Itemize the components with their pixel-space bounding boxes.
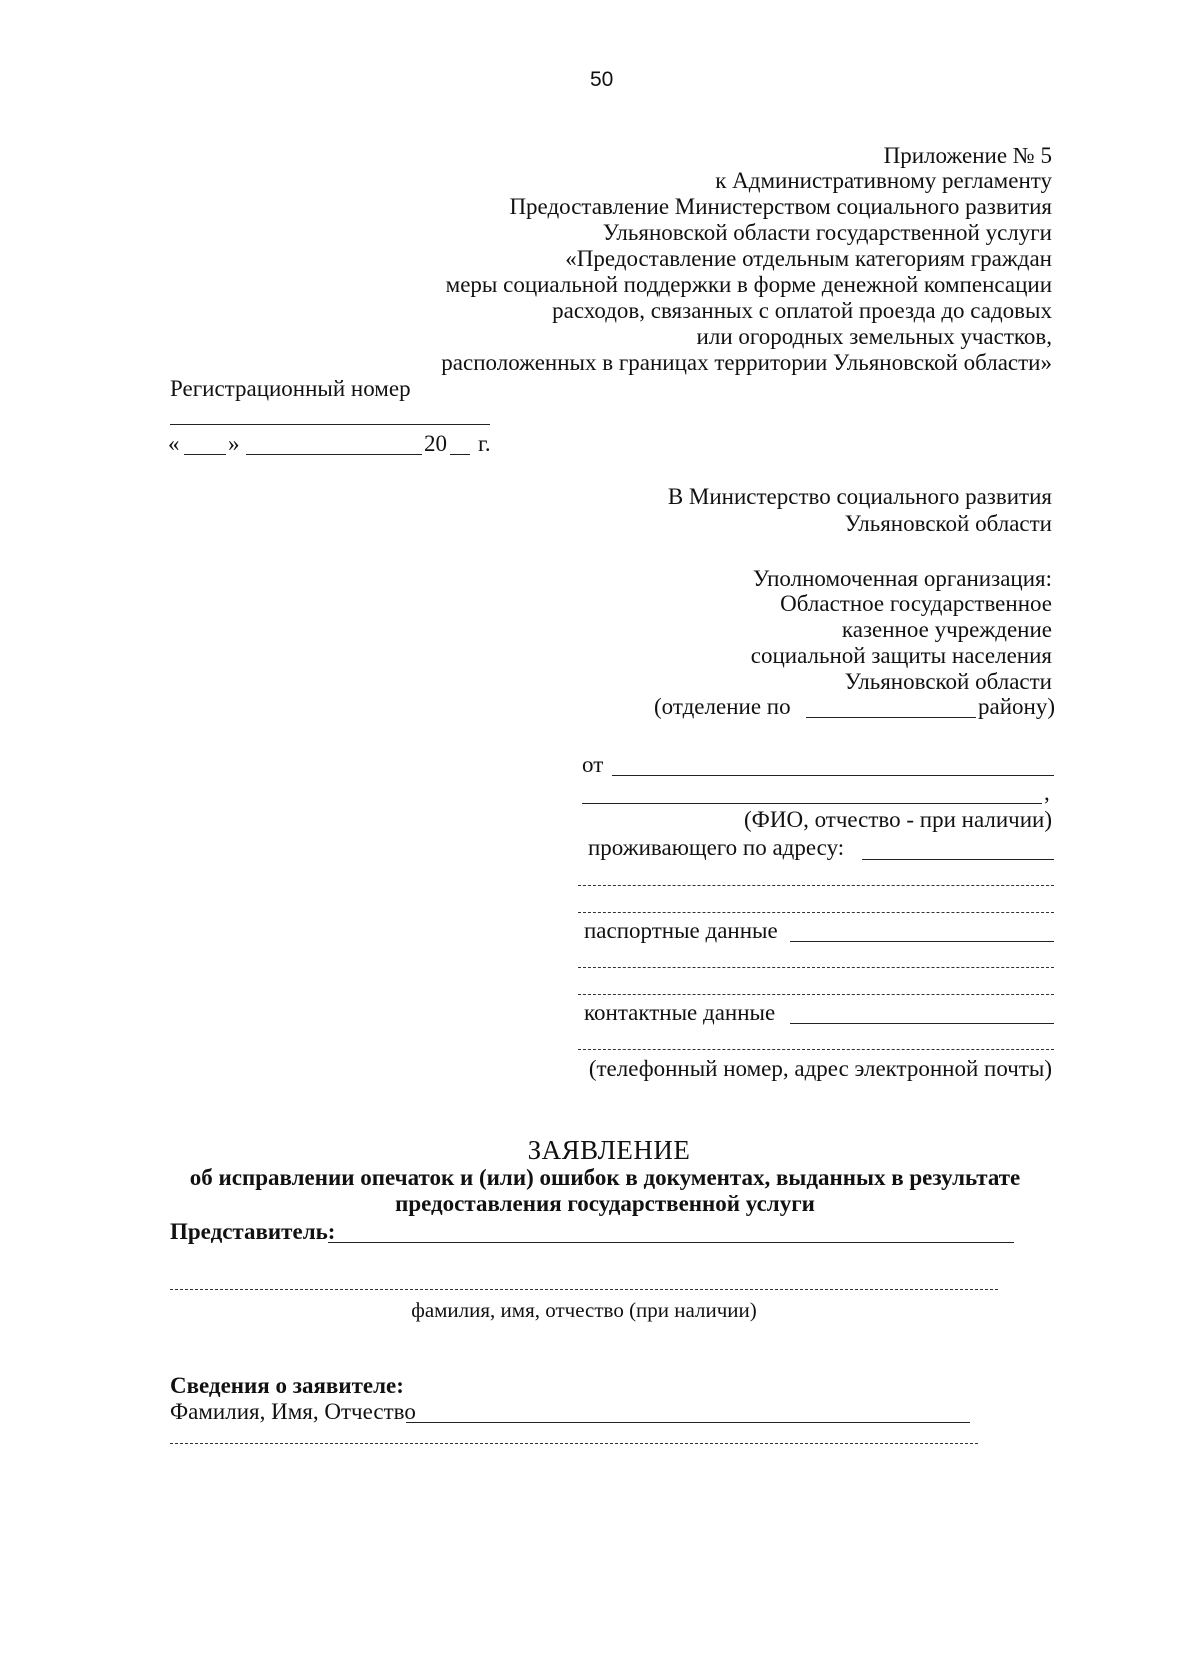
annex-line: расположенных в границах территории Ульяновской области» <box>441 350 1052 375</box>
representative-field[interactable] <box>328 1242 1014 1243</box>
annex-line: или огородных земельных участков, <box>696 324 1052 349</box>
registration-number-field[interactable] <box>170 424 490 425</box>
address-label: проживающего по адресу: <box>588 835 845 860</box>
date-year-suffix: г. <box>478 431 491 456</box>
authorized-org-line: Уполномоченная организация: <box>752 566 1052 591</box>
address-field-3[interactable] <box>578 912 1054 913</box>
annex-line: меры социальной поддержки в форме денежной компенсации <box>445 272 1052 297</box>
statement-subtitle: предоставления государственной услуги <box>395 1191 815 1216</box>
annex-line: Ульяновской области государственной услуги <box>602 220 1052 245</box>
date-quote-close: » <box>228 431 240 456</box>
name-comma: , <box>1044 780 1050 805</box>
annex-line: «Предоставление отдельным категориям граждан <box>565 246 1052 271</box>
authorized-org-line: Ульяновской области <box>844 669 1052 694</box>
passport-field[interactable] <box>790 941 1054 942</box>
from-name-field[interactable] <box>612 775 1054 776</box>
registration-label: Регистрационный номер <box>170 376 411 401</box>
representative-field-2[interactable] <box>170 1289 998 1290</box>
representative-name-hint: фамилия, имя, отчество (при наличии) <box>411 1298 757 1322</box>
date-day-field[interactable] <box>184 454 226 455</box>
from-label: от <box>582 752 604 777</box>
statement-subtitle: об исправлении опечаток и (или) ошибок в документах, выданных в результате <box>189 1165 1021 1190</box>
branch-suffix: району) <box>978 694 1055 719</box>
address-field[interactable] <box>862 859 1054 860</box>
applicant-info-heading: Сведения о заявителе: <box>170 1373 404 1398</box>
authorized-org-line: казенное учреждение <box>841 617 1052 642</box>
branch-district-field[interactable] <box>806 717 976 718</box>
authorized-org-line: Областное государственное <box>780 591 1052 616</box>
contacts-label: контактные данные <box>584 1000 776 1025</box>
annex-line: Приложение № 5 <box>883 143 1052 168</box>
passport-field-3[interactable] <box>578 994 1054 995</box>
annex-line: Предоставление Министерством социального развития <box>509 194 1052 219</box>
date-year-field[interactable] <box>450 454 470 455</box>
branch-prefix: (отделение по <box>654 694 791 719</box>
date-year-prefix: 20 <box>424 431 447 456</box>
contacts-field-2[interactable] <box>578 1049 1054 1050</box>
applicant-fio-label: Фамилия, Имя, Отчество <box>170 1399 416 1424</box>
representative-label: Представитель: <box>170 1219 336 1244</box>
passport-label: паспортные данные <box>584 918 778 943</box>
annex-line: расходов, связанных с оплатой проезда до садовых <box>552 298 1052 323</box>
from-name-field-2[interactable] <box>582 803 1042 804</box>
addressee-line: Ульяновской области <box>844 511 1052 536</box>
date-month-field[interactable] <box>246 454 422 455</box>
contacts-hint: (телефонный номер, адрес электронной почты) <box>588 1056 1052 1081</box>
passport-field-2[interactable] <box>578 967 1054 968</box>
addressee-line: В Министерство социального развития <box>667 484 1052 509</box>
contacts-field[interactable] <box>790 1023 1054 1024</box>
applicant-fio-field[interactable] <box>406 1422 970 1423</box>
address-field-2[interactable] <box>578 885 1054 886</box>
date-quote-open: « <box>168 431 180 456</box>
fio-hint: (ФИО, отчество - при наличии) <box>744 807 1052 832</box>
page-number: 50 <box>590 68 614 91</box>
applicant-fio-field-2[interactable] <box>170 1443 978 1444</box>
statement-title: ЗАЯВЛЕНИЕ <box>527 1135 691 1165</box>
authorized-org-line: социальной защиты населения <box>750 643 1052 668</box>
annex-line: к Административному регламенту <box>715 168 1052 193</box>
